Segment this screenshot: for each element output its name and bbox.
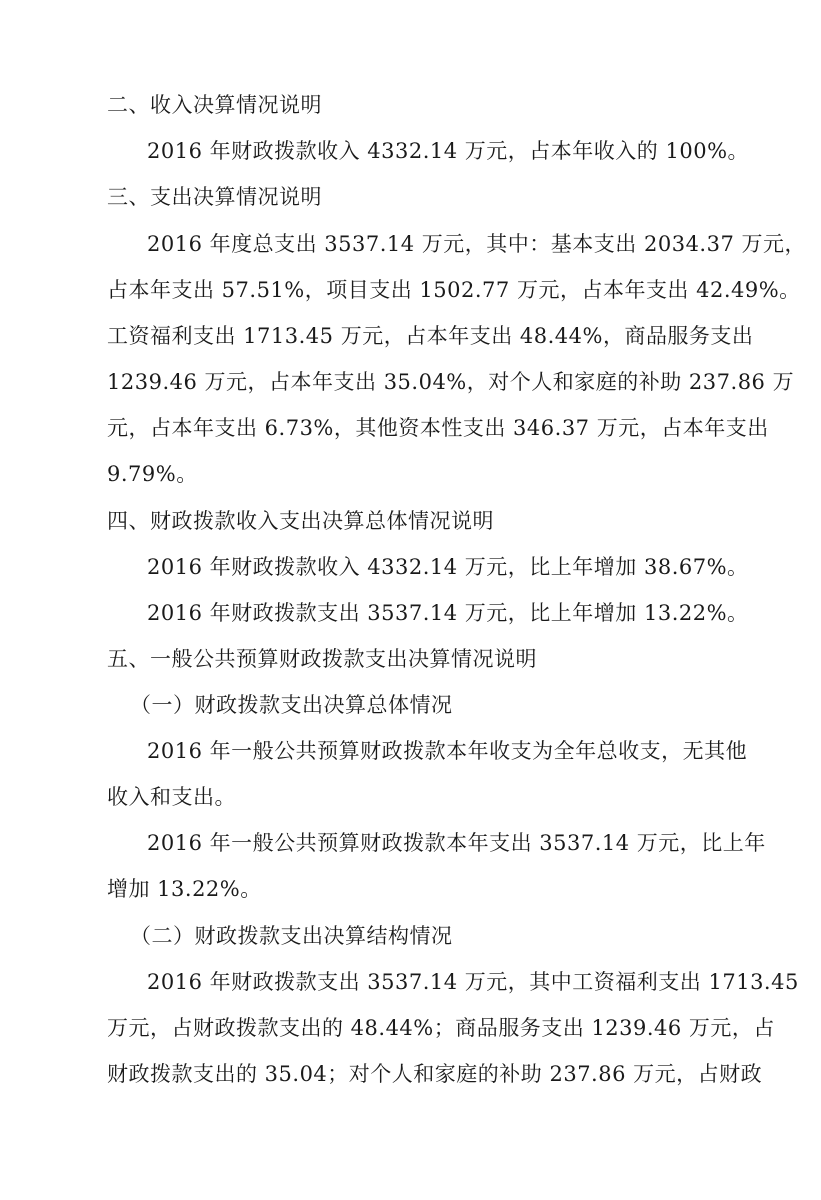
section-heading-fiscal-overall: 四、财政拨款收入支出决算总体情况说明: [107, 509, 494, 533]
paragraph-expenditure-line: 占本年支出 57.51%，项目支出 1502.77 万元，占本年支出 42.49%。: [107, 278, 801, 302]
paragraph-fiscal-expenditure: 2016 年财政拨款支出 3537.14 万元，比上年增加 13.22%。: [147, 601, 749, 625]
paragraph-expenditure-line: 工资福利支出 1713.45 万元，占本年支出 48.44%，商品服务支出: [107, 324, 754, 348]
paragraph-fiscal-income: 2016 年财政拨款收入 4332.14 万元，比上年增加 38.67%。: [147, 555, 749, 579]
paragraph-expenditure-line: 元，占本年支出 6.73%，其他资本性支出 346.37 万元，占本年支出: [107, 416, 769, 440]
section-heading-general-budget: 五、一般公共预算财政拨款支出决算情况说明: [107, 647, 537, 671]
paragraph-general-budget-expenditure-line: 2016 年一般公共预算财政拨款本年支出 3537.14 万元，比上年: [147, 831, 766, 855]
paragraph-income: 2016 年财政拨款收入 4332.14 万元，占本年收入的 100%。: [147, 139, 750, 163]
subsection-heading-structure: （二）财政拨款支出决算结构情况: [130, 924, 453, 948]
paragraph-expenditure-line: 1239.46 万元，占本年支出 35.04%，对个人和家庭的补助 237.86 万: [107, 370, 795, 394]
paragraph-general-budget-line: 2016 年一般公共预算财政拨款本年收支为全年总收支，无其他: [147, 739, 748, 763]
paragraph-expenditure-line: 2016 年度总支出 3537.14 万元，其中：基本支出 2034.37 万元，: [147, 232, 806, 256]
subsection-heading-overall: （一）财政拨款支出决算总体情况: [130, 693, 453, 717]
paragraph-general-budget-expenditure-line: 增加 13.22%。: [107, 877, 262, 901]
paragraph-structure-line: 万元，占财政拨款支出的 48.44%；商品服务支出 1239.46 万元，占: [107, 1016, 775, 1040]
paragraph-expenditure-line: 9.79%。: [107, 462, 198, 486]
section-heading-income: 二、收入决算情况说明: [107, 93, 322, 117]
paragraph-structure-line: 2016 年财政拨款支出 3537.14 万元，其中工资福利支出 1713.45: [147, 970, 799, 994]
section-heading-expenditure: 三、支出决算情况说明: [107, 185, 322, 209]
paragraph-general-budget-line: 收入和支出。: [107, 785, 236, 809]
paragraph-structure-line: 财政拨款支出的 35.04；对个人和家庭的补助 237.86 万元，占财政: [107, 1062, 763, 1086]
